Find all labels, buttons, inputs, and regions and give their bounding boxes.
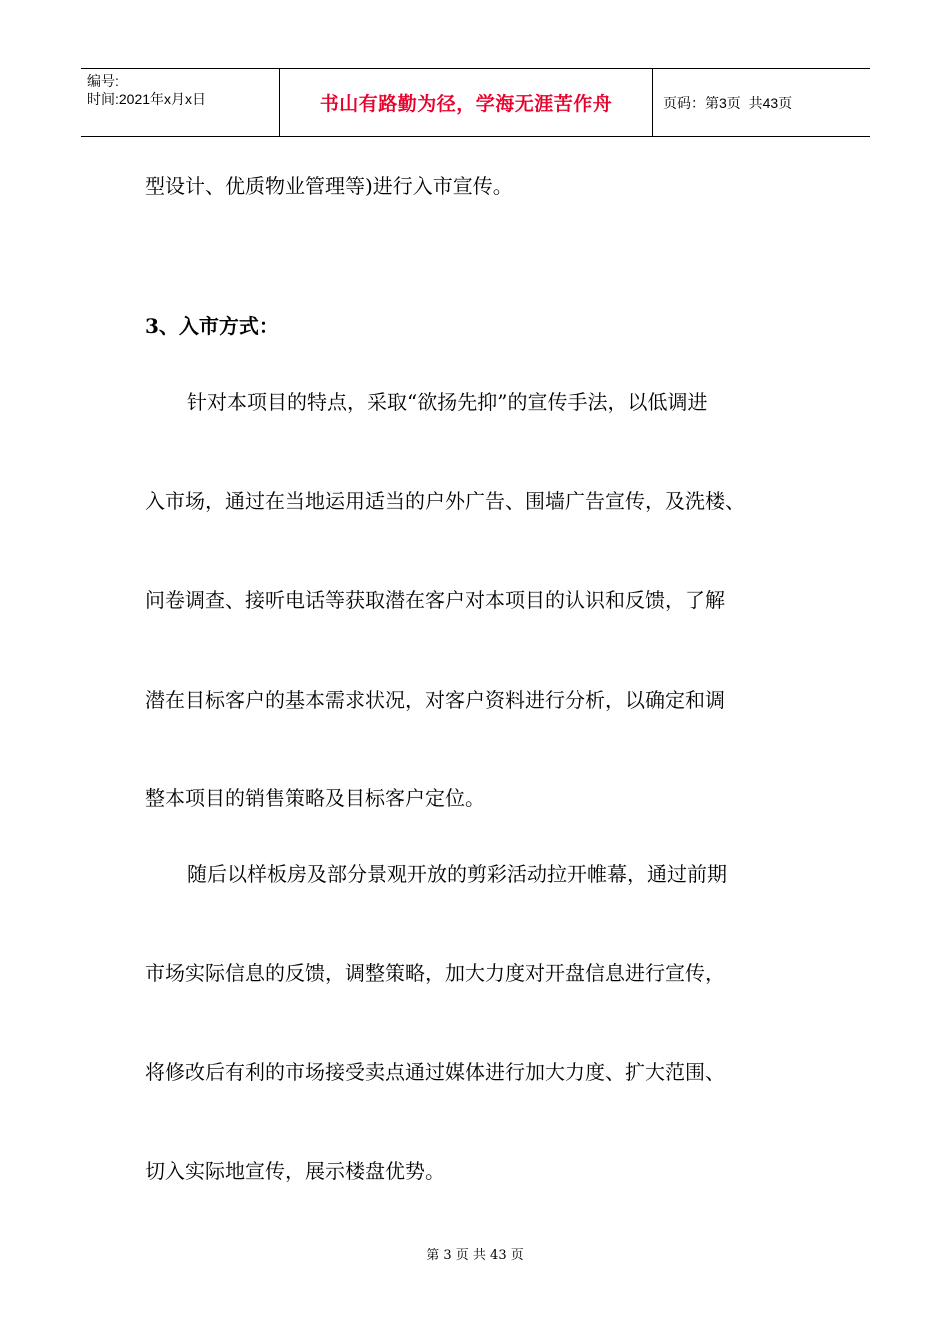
paragraph-line: 整本项目的销售策略及目标客户定位。	[145, 786, 485, 810]
header-motto: 书山有路勤为径，学海无涯苦作舟	[280, 69, 653, 136]
header-page-info: 页码：第3页 共43页	[663, 94, 793, 111]
paragraph-line: 将修改后有利的市场接受卖点通过媒体进行加大力度、扩大范围、	[145, 1060, 725, 1084]
paragraph-line: 市场实际信息的反馈，调整策略，加大力度对开盘信息进行宣传，	[145, 961, 725, 985]
header-meta	[81, 69, 280, 136]
page-header	[81, 68, 870, 137]
document-number-label: 编号:	[87, 73, 119, 89]
page-footer: 第 3 页 共 43 页	[426, 1248, 524, 1263]
paragraph-line: 切入实际地宣传，展示楼盘优势。	[145, 1159, 445, 1183]
document-date: 时间:2021年x月x日	[87, 91, 207, 107]
paragraph-line: 问卷调查、接听电话等获取潜在客户对本项目的认识和反馈，了解	[145, 588, 725, 612]
paragraph-line: 针对本项目的特点，采取“欲扬先抑”的宣传手法，以低调进	[187, 390, 708, 414]
paragraph-line: 型设计、优质物业管理等)进行入市宣传。	[145, 174, 513, 198]
paragraph-line: 入市场，通过在当地运用适当的户外广告、围墙广告宣传，及洗楼、	[145, 489, 745, 513]
section-heading: 3、入市方式：	[145, 314, 279, 338]
paragraph-line: 随后以样板房及部分景观开放的剪彩活动拉开帷幕，通过前期	[187, 862, 727, 886]
paragraph-line: 潜在目标客户的基本需求状况，对客户资料进行分析，以确定和调	[145, 688, 725, 712]
